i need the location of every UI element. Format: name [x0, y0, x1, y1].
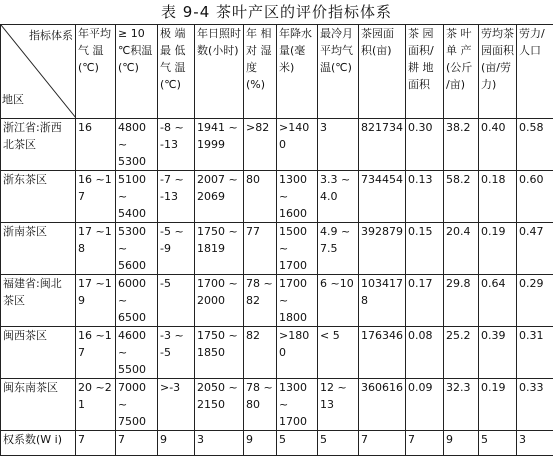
value-cell: 25.2: [444, 327, 479, 379]
value-cell: 0.29: [517, 275, 553, 327]
column-header: 年平均 气 温 (℃): [76, 25, 116, 119]
weight-value-cell: 5: [318, 431, 359, 456]
value-cell: 29.8: [444, 275, 479, 327]
value-cell: 392879: [359, 223, 406, 275]
value-cell: 3: [318, 119, 359, 171]
value-cell: 1034178: [359, 275, 406, 327]
weight-value-cell: 3: [195, 431, 244, 456]
value-cell: < 5: [318, 327, 359, 379]
value-cell: 0.39: [479, 327, 517, 379]
column-header: 茶 叶 单 产 (公斤 /亩): [444, 25, 479, 119]
region-cell: 浙江省:浙西 北茶区: [1, 119, 76, 171]
value-cell: 80: [244, 171, 277, 223]
value-cell: -5 ~ -9: [158, 223, 195, 275]
value-cell: >82: [244, 119, 277, 171]
value-cell: >-3: [158, 379, 195, 431]
value-cell: 4600 ~ 5500: [116, 327, 158, 379]
table-row: [1, 275, 553, 327]
header-row: [1, 25, 553, 119]
value-cell: 0.30: [406, 119, 444, 171]
value-cell: 0.17: [406, 275, 444, 327]
value-cell: 20.4: [444, 223, 479, 275]
value-cell: >1400: [277, 119, 318, 171]
column-header: 极 端 最 低 气 温 (℃): [158, 25, 195, 119]
value-cell: 6 ~10: [318, 275, 359, 327]
value-cell: 1750 ~ 1850: [195, 327, 244, 379]
corner-header-cell: [1, 25, 76, 119]
region-cell: 闽东南茶区: [1, 379, 76, 431]
region-cell: 闽西茶区: [1, 327, 76, 379]
value-cell: >1800: [277, 327, 318, 379]
weight-value-cell: 7: [76, 431, 116, 456]
value-cell: 58.2: [444, 171, 479, 223]
value-cell: -3 ~ -5: [158, 327, 195, 379]
value-cell: 0.47: [517, 223, 553, 275]
corner-indicator-label: 指标体系: [29, 27, 73, 44]
table-row: [1, 119, 553, 171]
weights-label-cell: 权系数(W i): [1, 431, 76, 456]
value-cell: 0.60: [517, 171, 553, 223]
value-cell: 6000 ~ 6500: [116, 275, 158, 327]
value-cell: 16 ~17: [76, 171, 116, 223]
weight-value-cell: 9: [158, 431, 195, 456]
value-cell: 1500 ~ 1700: [277, 223, 318, 275]
value-cell: 0.13: [406, 171, 444, 223]
column-header: 年降水 量(毫 米): [277, 25, 318, 119]
value-cell: 1300 ~ 1600: [277, 171, 318, 223]
value-cell: 17 ~18: [76, 223, 116, 275]
weight-value-cell: 7: [406, 431, 444, 456]
value-cell: 0.09: [406, 379, 444, 431]
table-row: [1, 327, 553, 379]
column-header: 年日照时 数(小时): [195, 25, 244, 119]
table-row: [1, 171, 553, 223]
region-cell: 福建省:闽北 茶区: [1, 275, 76, 327]
value-cell: 1941 ~ 1999: [195, 119, 244, 171]
column-header: 茶园面 积(亩): [359, 25, 406, 119]
column-header: 茶 园 面积/ 耕 地 面积: [406, 25, 444, 119]
corner-region-label: 地区: [2, 91, 24, 108]
value-cell: 0.19: [479, 223, 517, 275]
weight-value-cell: 3: [517, 431, 553, 456]
value-cell: 2007 ~ 2069: [195, 171, 244, 223]
value-cell: 0.15: [406, 223, 444, 275]
value-cell: 734454: [359, 171, 406, 223]
column-header: 年 相 对 湿 度(%): [244, 25, 277, 119]
weight-value-cell: 9: [444, 431, 479, 456]
table-row: [1, 379, 553, 431]
value-cell: 0.08: [406, 327, 444, 379]
value-cell: 12 ~ 13: [318, 379, 359, 431]
value-cell: 5300 ~ 5600: [116, 223, 158, 275]
indicator-table: [0, 24, 553, 456]
value-cell: 32.3: [444, 379, 479, 431]
value-cell: 3.3 ~ 4.0: [318, 171, 359, 223]
value-cell: 1300 ~ 1700: [277, 379, 318, 431]
table-row: [1, 223, 553, 275]
value-cell: 77: [244, 223, 277, 275]
value-cell: 1750 ~ 1819: [195, 223, 244, 275]
value-cell: 7000 ~ 7500: [116, 379, 158, 431]
value-cell: -7 ~ -13: [158, 171, 195, 223]
column-header: 劳均茶 园面积 (亩/劳 力): [479, 25, 517, 119]
value-cell: 821734: [359, 119, 406, 171]
value-cell: 176346: [359, 327, 406, 379]
region-cell: 浙南茶区: [1, 223, 76, 275]
value-cell: 360616: [359, 379, 406, 431]
value-cell: 0.31: [517, 327, 553, 379]
value-cell: 2050 ~ 2150: [195, 379, 244, 431]
value-cell: 0.19: [479, 379, 517, 431]
value-cell: 4.9 ~ 7.5: [318, 223, 359, 275]
value-cell: -5: [158, 275, 195, 327]
value-cell: 1700 ~ 2000: [195, 275, 244, 327]
column-header: 最冷月 平均气 温(℃): [318, 25, 359, 119]
value-cell: 16 ~17: [76, 327, 116, 379]
value-cell: 4800 ~ 5300: [116, 119, 158, 171]
weight-value-cell: 5: [277, 431, 318, 456]
value-cell: -8 ~ -13: [158, 119, 195, 171]
value-cell: 5100 ~ 5400: [116, 171, 158, 223]
value-cell: 17 ~19: [76, 275, 116, 327]
value-cell: 38.2: [444, 119, 479, 171]
value-cell: 0.58: [517, 119, 553, 171]
table-title: 表 9-4 茶叶产区的评价指标体系: [0, 0, 553, 24]
value-cell: 78 ~ 80: [244, 379, 277, 431]
weights-row: [1, 431, 553, 456]
region-cell: 浙东茶区: [1, 171, 76, 223]
value-cell: 16: [76, 119, 116, 171]
weight-value-cell: 7: [359, 431, 406, 456]
value-cell: 82: [244, 327, 277, 379]
value-cell: 0.64: [479, 275, 517, 327]
column-header: 劳力/ 人口: [517, 25, 553, 119]
weight-value-cell: 7: [116, 431, 158, 456]
value-cell: 0.33: [517, 379, 553, 431]
value-cell: 1700 ~ 1800: [277, 275, 318, 327]
weight-value-cell: 9: [244, 431, 277, 456]
value-cell: 20 ~21: [76, 379, 116, 431]
weight-value-cell: 5: [479, 431, 517, 456]
value-cell: 0.40: [479, 119, 517, 171]
column-header: ≥ 10 ℃积温 (℃): [116, 25, 158, 119]
value-cell: 0.18: [479, 171, 517, 223]
value-cell: 78 ~ 82: [244, 275, 277, 327]
